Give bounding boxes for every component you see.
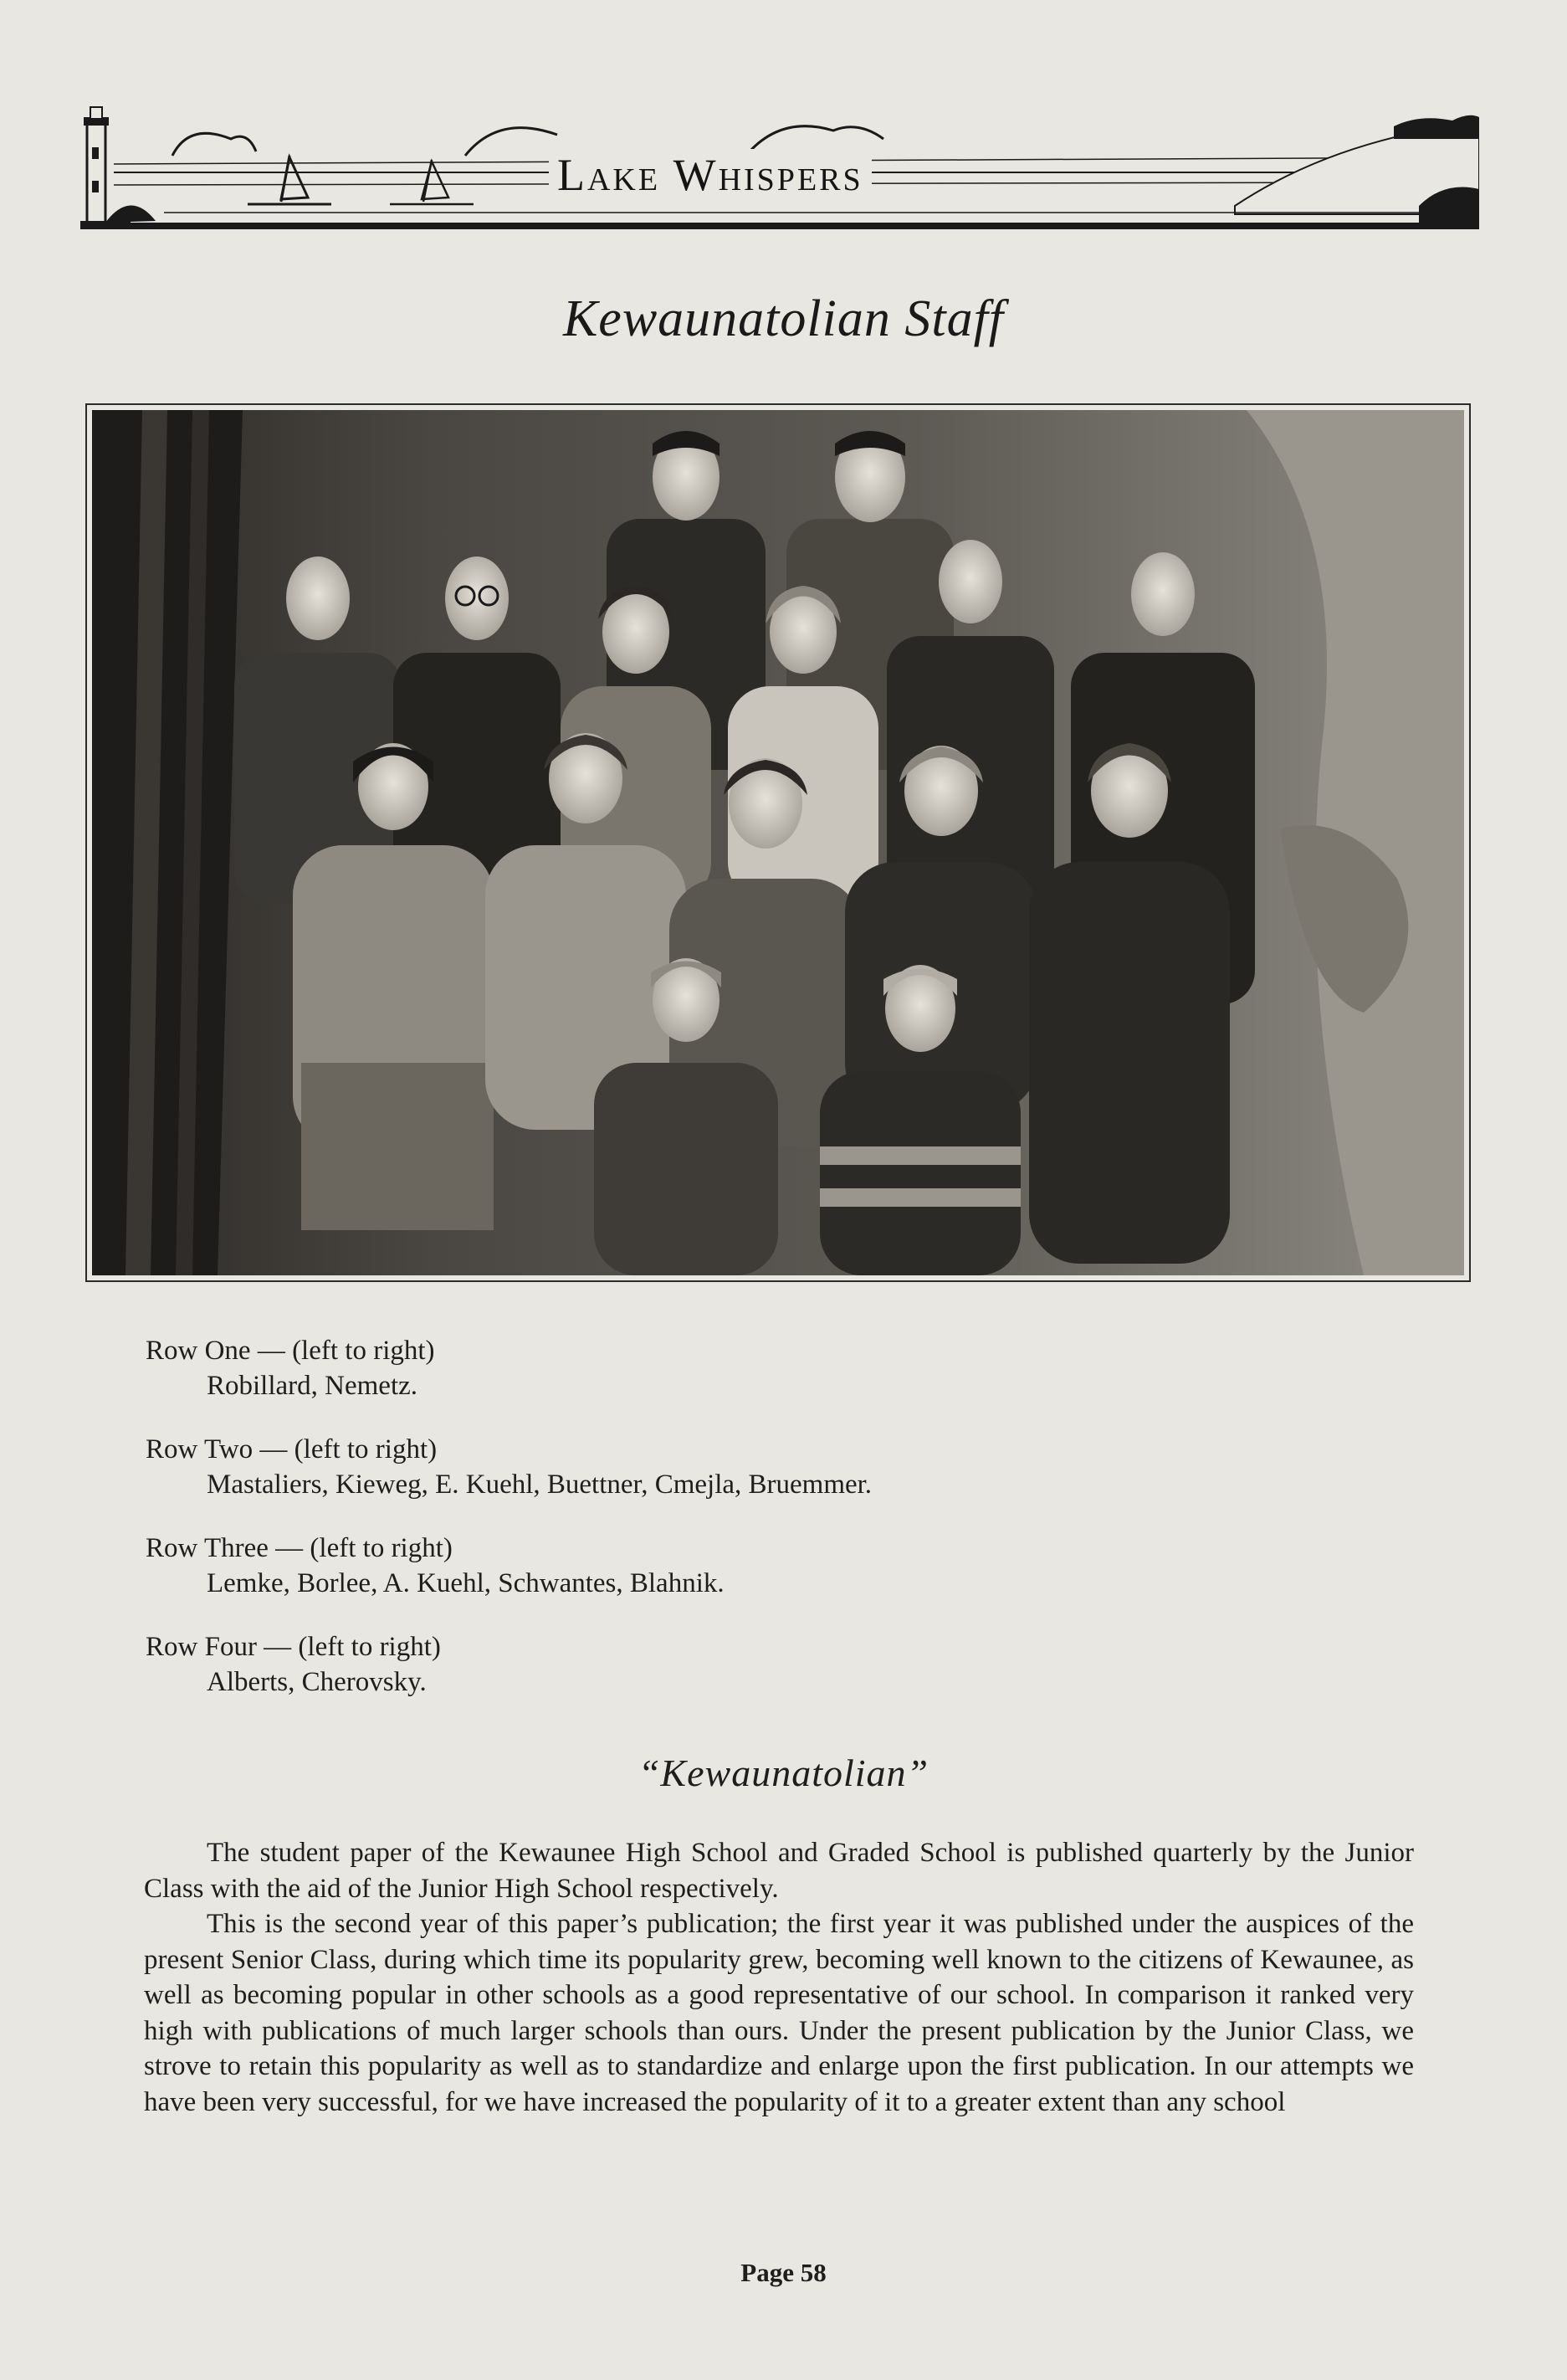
caption-row-names: Mastaliers, Kieweg, E. Kuehl, Buettner, Cmejla, Bruemmer. (207, 1470, 873, 1500)
header-banner (80, 105, 1479, 231)
article-paragraph: This is the second year of this paper’s publication; the first year it was published under the auspices of the present Senior Class, during which time its popularity grew, becoming well known to the citizens of Kewaunee, as well as becoming popular in other schools as a good representative of our school. In comparison it ranked very high with publications of much larger schools than ours. Under the present publication by the Junior Class, we strove to retain this popularity as well as to standardize and enlarge upon the first publication. In our attempts we have been very successful, for we have increased the popularity of it to a greater extent than any school (144, 1909, 1414, 2117)
caption-row-four (146, 1629, 1401, 1700)
caption-row-label: Row Three — (left to right) (146, 1533, 453, 1563)
photo-captions (146, 1333, 1401, 1728)
article-title: “Kewaunatolian” (638, 1752, 929, 1794)
caption-row-names: Robillard, Nemetz. (207, 1371, 418, 1401)
caption-row-label: Row Four — (left to right) (146, 1632, 441, 1662)
sailboat-icon (390, 160, 474, 204)
article-body (144, 1835, 1414, 2120)
photo-frame (85, 403, 1471, 1282)
article-paragraph: The student paper of the Kewaunee High School and Graded School is published quarterly by the Junior Class with the aid of the Junior High School respectively. (144, 1838, 1414, 1904)
caption-row-label: Row Two — (left to right) (146, 1434, 438, 1464)
caption-row-two (146, 1432, 1401, 1502)
caption-row-one (146, 1333, 1401, 1403)
caption-row-names: Lemke, Borlee, A. Kuehl, Schwantes, Blahnik. (207, 1568, 725, 1598)
banner-title: Lake Whispers (549, 149, 872, 201)
group-photo (92, 410, 1464, 1275)
page-number: Page 58 (740, 2258, 827, 2287)
caption-row-names: Alberts, Cherovsky. (207, 1667, 427, 1697)
caption-row-three (146, 1531, 1401, 1601)
page-title: Kewaunatolian Staff (562, 290, 1005, 347)
caption-row-label: Row One — (left to right) (146, 1336, 435, 1366)
staff-group-photo-image (92, 410, 1464, 1275)
